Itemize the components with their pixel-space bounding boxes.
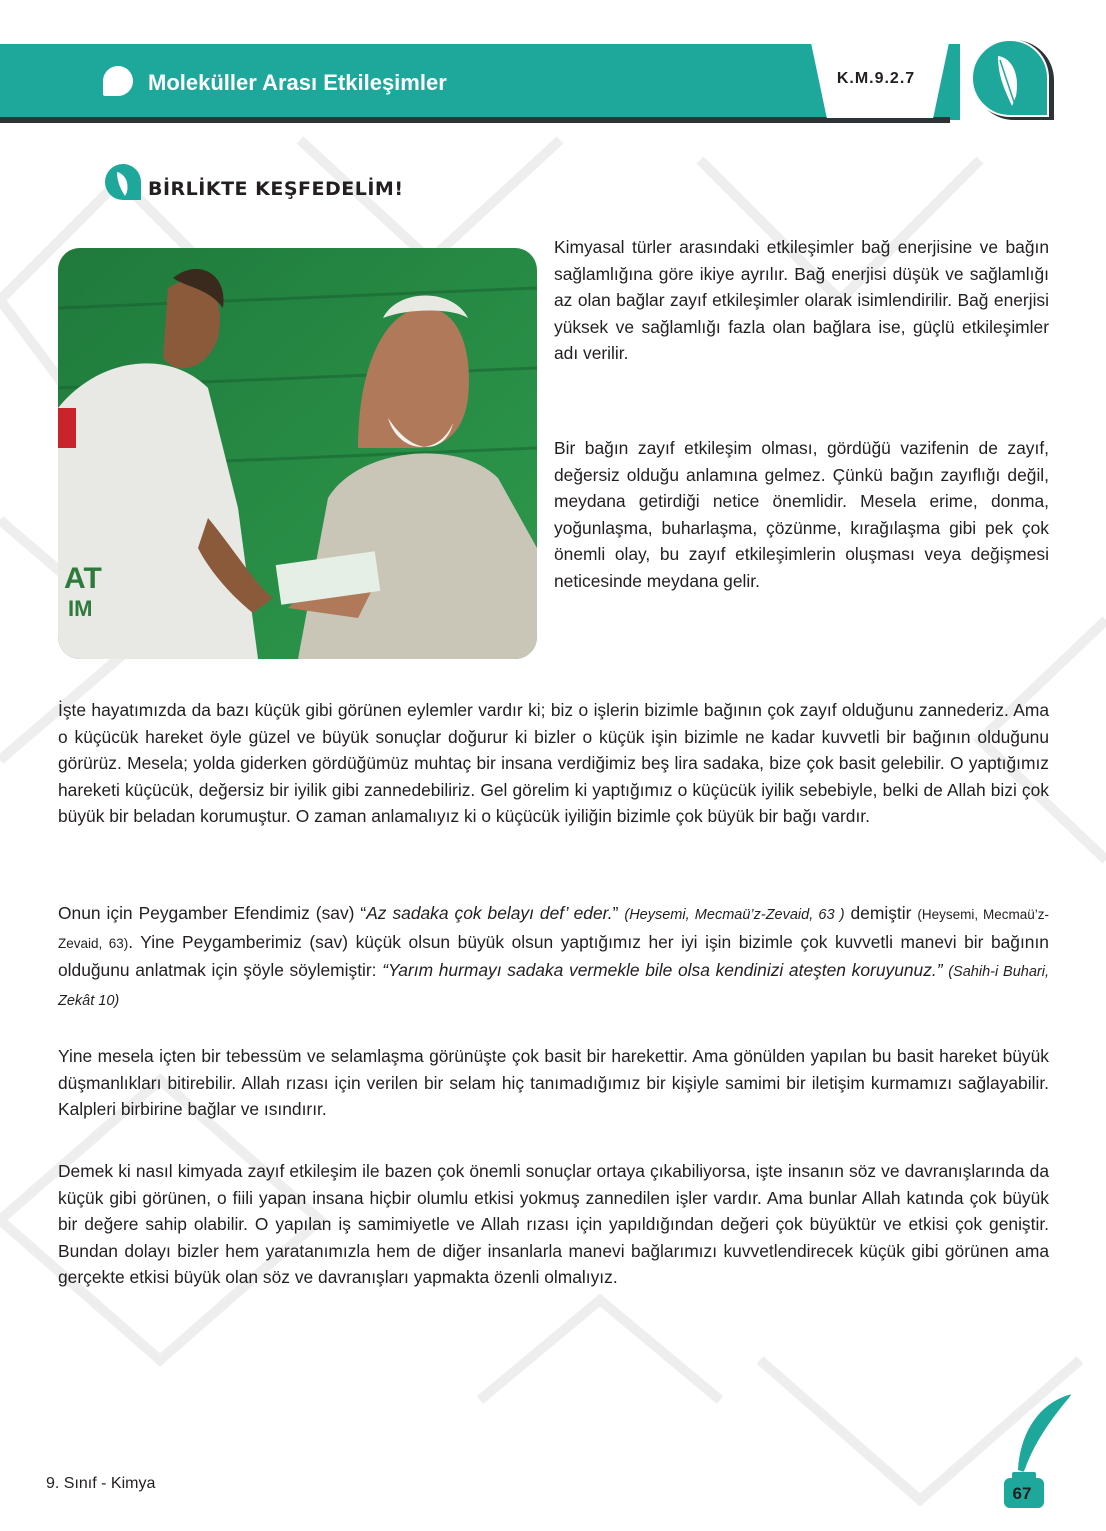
intro-paragraph-2: Bir bağın zayıf etkileşim olması, gördüğü vazifenin de zayıf, değersiz olduğu anlamına gelmez. Çünkü bağın zayıflığı değil, meydana getirdiği netice önemlidir. Mesela erime, donma, yoğunlaşma, buharlaşma, çözünme, kırağılaşma gibi pek çok önemli olay, bu zayıf etkileşimlerin oluşması veya değişmesi neticesinde meydana gelir. [554,438,1049,591]
curriculum-code: K.M.9.2.7 [836,70,916,87]
page-number: 67 [1012,1484,1032,1503]
header-bullet-icon [103,66,133,96]
footer-course-label: 9. Sınıf - Kimya [46,1475,156,1492]
body-paragraph-3: Yine mesela içten bir tebessüm ve selamlaşma görünüşte çok basit bir harekettir. Ama gönülden yapılan bu basit hareket büyük düşmanlıkları bitirebilir. Allah rızası için verilen bir selam hiç tanımadığımız bir kişiyle samimi bir iletişim kurmamızı sağlayabilir. Kalpleri birbirine bağlar ve ısındırır. [58,1046,1049,1119]
vest-logo-text-2: IM [68,596,93,621]
text-span: Onun için Peygamber Efendimiz (sav) “ [58,903,367,923]
header-underline [0,117,950,123]
citation-small: (Heysemi, Mecmaü’z-Zevaid, 63) [58,907,1049,951]
section-title: BİRLİKTE KEŞFEDELİM! [148,178,404,200]
text-span: ” [612,903,625,923]
text-span: demiştir [844,903,918,923]
citation-2: (Sahih-i Buhari, Zekât 10) [58,964,1050,1009]
photo-illustration [58,248,537,659]
body-paragraph-1: İşte hayatımızda da bazı küçük gibi görünen eylemler vardır ki; biz o işlerin bizimle bağının çok zayıf olduğunu zannederiz. Ama o küçücük hareket öyle güzel ve büyük sonuçlar doğurur ki bizler o küçük işin bizimle ne kadar kuvvetli bir bağının olduğunu görürüz. Mesela; yolda giderken gördüğümüz muhtaç bir insana verdiğimiz beş lira sadaka, bize çok basit gelebilir. O yaptığımız hareketi küçücük, değersiz bir iyilik gibi zannedebiliriz. Gel görelim ki yaptığımız o küçücük iyilik sebebiyle, belki de Allah bizi çok büyük bir beladan korumuştur. O zaman anlamalıyız ki o küçücük iyiliğin bizimle çok büyük bir bağı vardır. [58,700,1049,826]
citation-1: (Heysemi, Mecmaü’z-Zevaid, 63 ) [624,907,845,923]
body-paragraph-4: Demek ki nasıl kimyada zayıf etkileşim ile bazen çok önemli sonuçlar ortaya çıkabiliyorsa, işte insanın söz ve davranışlarında da küçük gibi görünen, o fiili yapan insana hiçbir olumlu etkisi yokmuş zannedilen işler vardır. Ama bunlar Allah katında çok büyük bir değere sahip olabilir. O yapılan iş samimiyetle ve Allah rızası için yapıldığından değeri çok büyüktür ve etkisi çok geniştir. Bundan dolayı bizler hem yaratanımızla hem de diğer insanlarla manevi bağlarımızı kuvvetlendirecek küçük gibi görünen ama gerçekte etkisi büyük olan söz ve davranışları yapmakta özenli olmalıyız. [58,1161,1049,1287]
body-paragraph-2 [58,900,1049,1014]
hadith-quote-2: “Yarım hurmayı sadaka vermekle bile olsa kendinizi ateşten koruyunuz.” [382,960,943,980]
hadith-quote-1: Az sadaka çok belayı def’ eder. [366,903,613,923]
chapter-title: Moleküller Arası Etkileşimler [148,70,447,95]
feather-icon [103,162,143,202]
quill-badge-icon [968,34,1060,126]
vest-logo-text-1: AT [64,562,102,595]
photo-charity-handover [58,248,537,659]
text-span: . Yine Peygamberimiz (sav) küçük olsun büyük olsun yaptığımız her iyi işin bizimle çok kuvvetli manevi bir bağının olduğunu anlatmak için şöyle söylemiştir: [58,931,1049,980]
intro-paragraph-1: Kimyasal türler arasındaki etkileşimler bağ enerjisine ve bağın sağlamlığına göre ikiye ayrılır. Bağ enerjisi düşük ve sağlamlığı az olan bağlar zayıf etkileşimler olarak isimlendirilir. Bağ enerjisi yüksek ve sağlamlığı fazla olan bağlara ise, güçlü etkileşimler adı verilir. [554,237,1049,363]
